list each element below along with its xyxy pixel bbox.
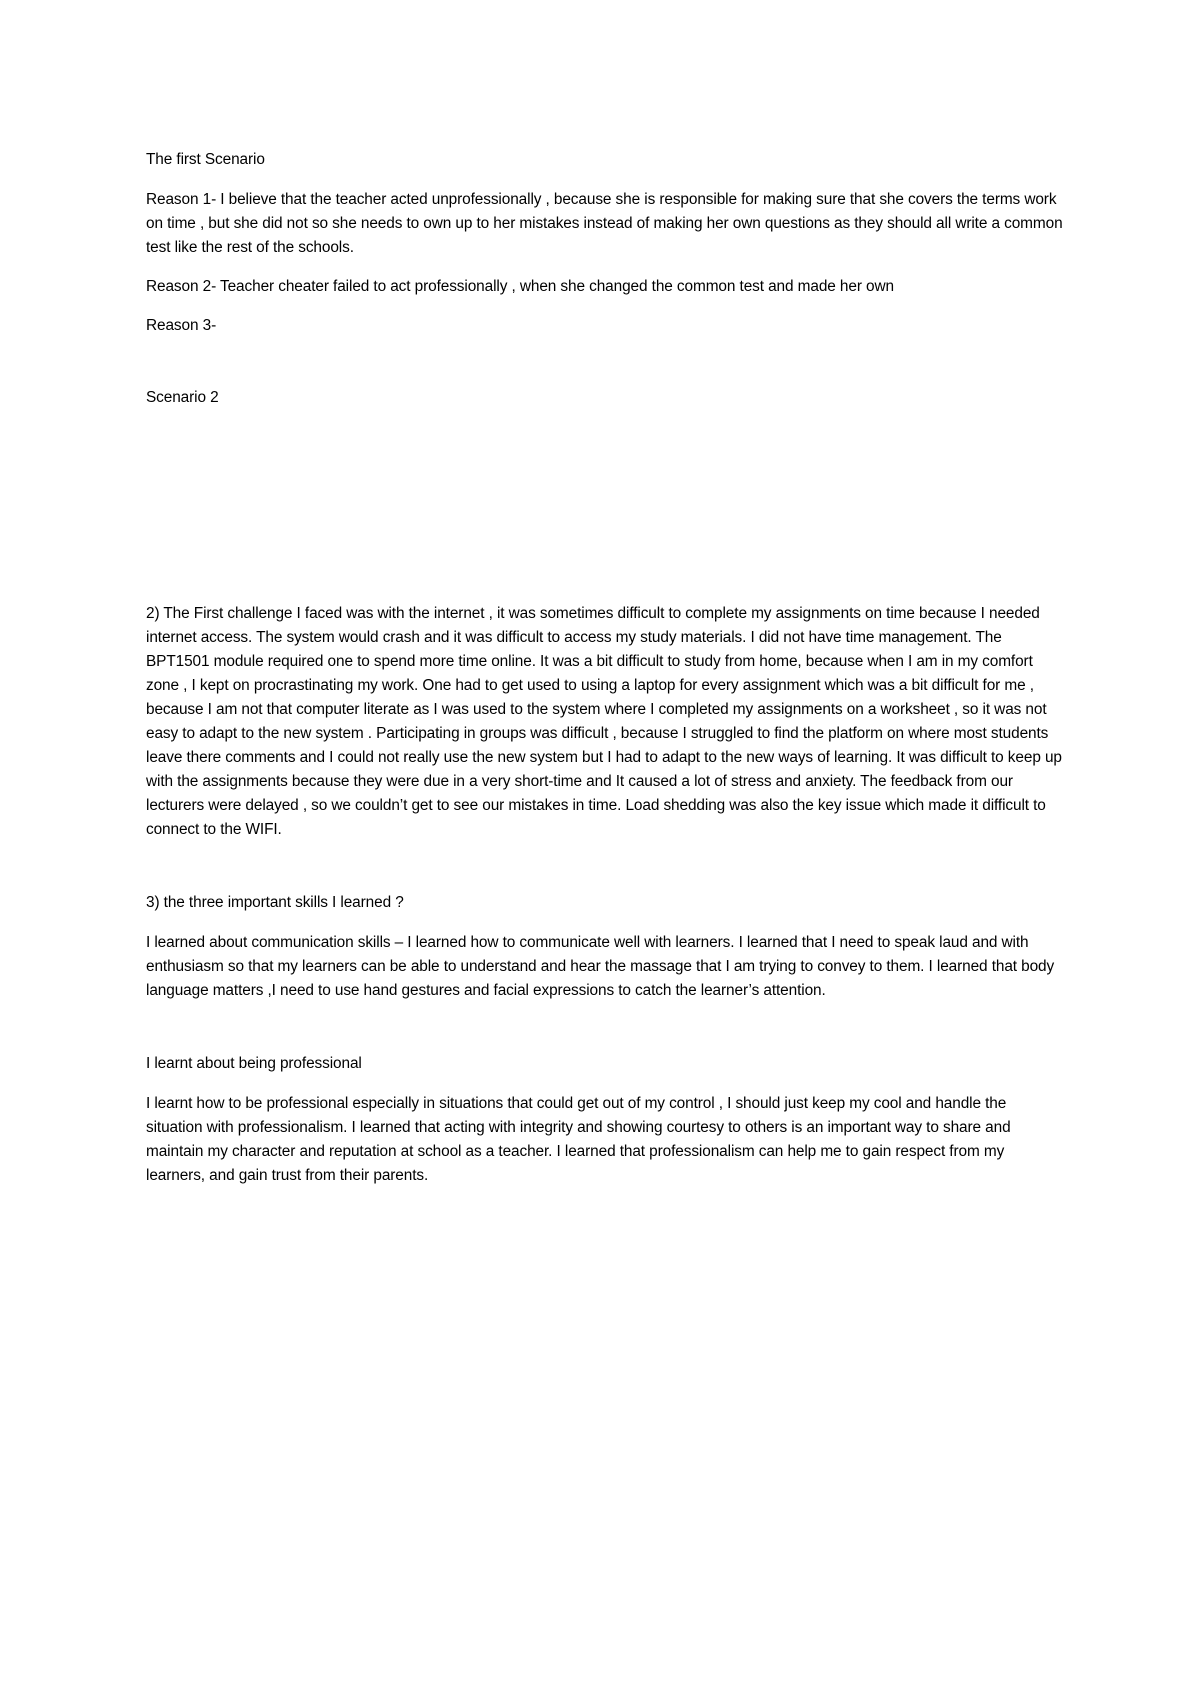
reason-2-paragraph: Reason 2- Teacher cheater failed to act professionally , when she changed the common test and made her own	[146, 278, 894, 295]
communication-paragraph: I learned about communication skills – I learned how to communicate well with learners. I learned that I need to speak laud and with enthusiasm so that my learners can be able to understand and hear the massage that I am trying to convey to them. I learned that body language matters ,I need to use hand gestures and facial expressions to catch the learner’s attention.	[146, 934, 1055, 999]
reason-1-paragraph: Reason 1- I believe that the teacher acted unprofessionally , because she is responsible for making sure that she covers the terms work on time , but she did not so she needs to own up to her mistakes instead of making her own questions as they should all write a common test like the rest of the schools.	[146, 191, 1063, 256]
professional-paragraph: I learnt how to be professional especially in situations that could get out of my control , I should just keep my cool and handle the situation with professionalism. I learned that acting with integrity and showing courtesy to others is an important way to share and maintain my character and reputation at school as a teacher. I learned that professionalism can help me to gain respect from my learners, and gain trust from their parents.	[146, 1095, 1011, 1184]
reason-3-paragraph: Reason 3-	[146, 317, 217, 334]
document-body	[146, 148, 1066, 1188]
challenges-paragraph: 2) The First challenge I faced was with the internet , it was sometimes difficult to complete my assignments on time because I needed internet access. The system would crash and it was difficult to access my study materials. I did not have time management. The BPT1501 module required one to spend more time online. It was a bit difficult to study from home, because when I am in my comfort zone , I kept on procrastinating my work. One had to get used to using a laptop for every assignment which was a bit difficult for me , because I am not that computer literate as I was used to the system where I completed my assignments on a worksheet , so it was not easy to adapt to the new system . Participating in groups was difficult , because I struggled to find the platform on where most students leave there comments and I could not really use the new system but I had to adapt to the new ways of learning. It was difficult to keep up with the assignments because they were due in a very short-time and It caused a lot of stress and anxiety. The feedback from our lecturers were delayed , so we couldn’t get to see our mistakes in time. Load shedding was also the key issue which made it difficult to connect to the WIFI.	[146, 605, 1062, 838]
first-scenario-heading: The first Scenario	[146, 151, 265, 168]
skills-heading: 3) the three important skills I learned ?	[146, 894, 404, 911]
professional-heading: I learnt about being professional	[146, 1055, 362, 1072]
scenario-2-heading: Scenario 2	[146, 389, 219, 406]
